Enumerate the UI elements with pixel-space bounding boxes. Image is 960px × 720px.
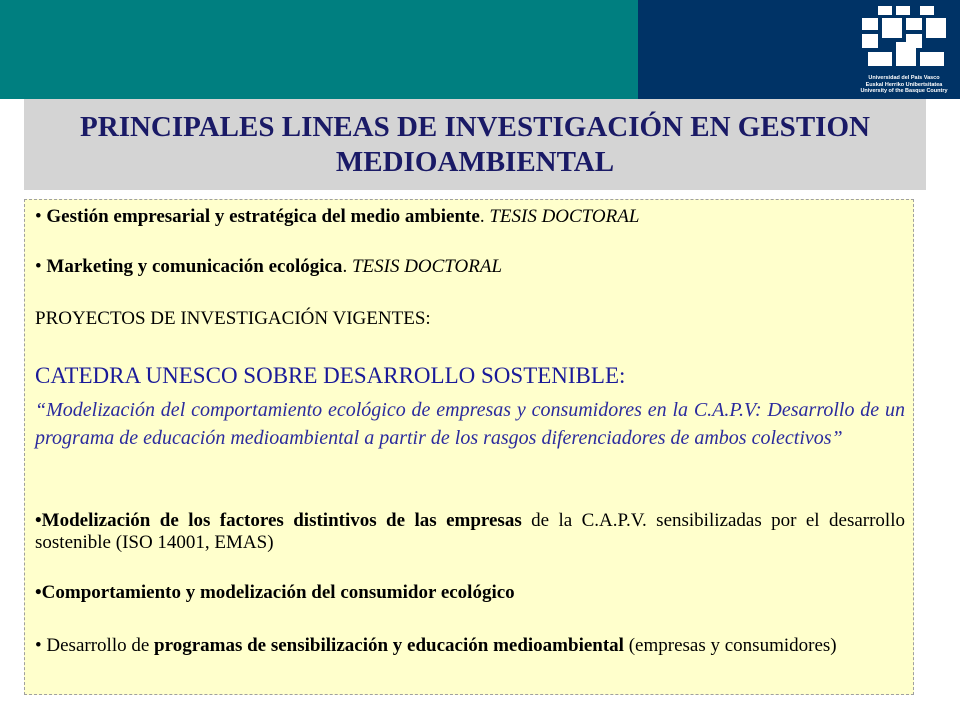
page-title-line-1: PRINCIPALES LINEAS DE INVESTIGACIÓN EN GESTION: [80, 110, 870, 143]
bullet-marketing-sep: .: [342, 256, 348, 277]
bullet-modelizacion: [35, 510, 905, 554]
bullet-modelizacion-title: Modelización de los factores distintivos de las empresas: [41, 510, 522, 531]
bullet-marketing-title: Marketing y comunicación ecológica: [46, 256, 343, 277]
bullet-desarrollo: [35, 632, 905, 660]
university-logo: [852, 4, 956, 96]
bullet-desarrollo-title: programas de sensibilización y educación medioambiental: [154, 635, 624, 656]
bullet-marker: •: [35, 582, 42, 603]
projects-heading: PROYECTOS DE INVESTIGACIÓN VIGENTES:: [35, 308, 431, 329]
bullet-marker: •: [35, 510, 42, 531]
logo-line-en: University of the Basque Country: [860, 88, 948, 95]
bullet-gestion-title: Gestión empresarial y estratégica del medio ambiente: [46, 206, 480, 227]
bullet-gestion-sep: .: [479, 206, 485, 227]
bullet-comportamiento: [35, 582, 515, 604]
bullet-desarrollo-pre: Desarrollo de: [41, 635, 155, 656]
bullet-gestion-note: TESIS DOCTORAL: [489, 206, 640, 227]
university-logo-icon: [858, 4, 950, 70]
bullet-marketing-note: TESIS DOCTORAL: [351, 256, 503, 277]
catedra-heading: CATEDRA UNESCO SOBRE DESARROLLO SOSTENIBLE:: [35, 363, 626, 388]
bullet-modelizacion-rest: de la C.A.P.V. sensibilizadas por el desarrollo sostenible (ISO 14001, EMAS): [35, 510, 905, 553]
bullet-desarrollo-rest: (empresas y consumidores): [623, 635, 837, 656]
title-box: [24, 99, 926, 190]
logo-line-eu: Euskal Herriko Unibertsitatea: [865, 81, 943, 88]
bullet-marker: •: [35, 206, 42, 227]
content-box: [24, 199, 914, 695]
bullet-marker: •: [35, 635, 42, 656]
bullet-gestion: [35, 206, 639, 228]
header-band-teal: [0, 0, 638, 99]
logo-caption: [852, 75, 956, 95]
logo-line-es: Universidad del País Vasco: [868, 75, 940, 81]
bullet-marker: •: [35, 256, 42, 277]
bullet-comportamiento-title: Comportamiento y modelización del consumidor ecológico: [41, 582, 515, 603]
bullet-marketing: [35, 256, 502, 278]
page-title-line-2: MEDIOAMBIENTAL: [335, 145, 615, 178]
catedra-quote: “Modelización del comportamiento ecológico de empresas y consumidores en la C.A.P.V: Desarrollo de un programa de educación medioambiental a partir de los rasgos diferenciadores de ambos colectivos”: [35, 399, 905, 449]
